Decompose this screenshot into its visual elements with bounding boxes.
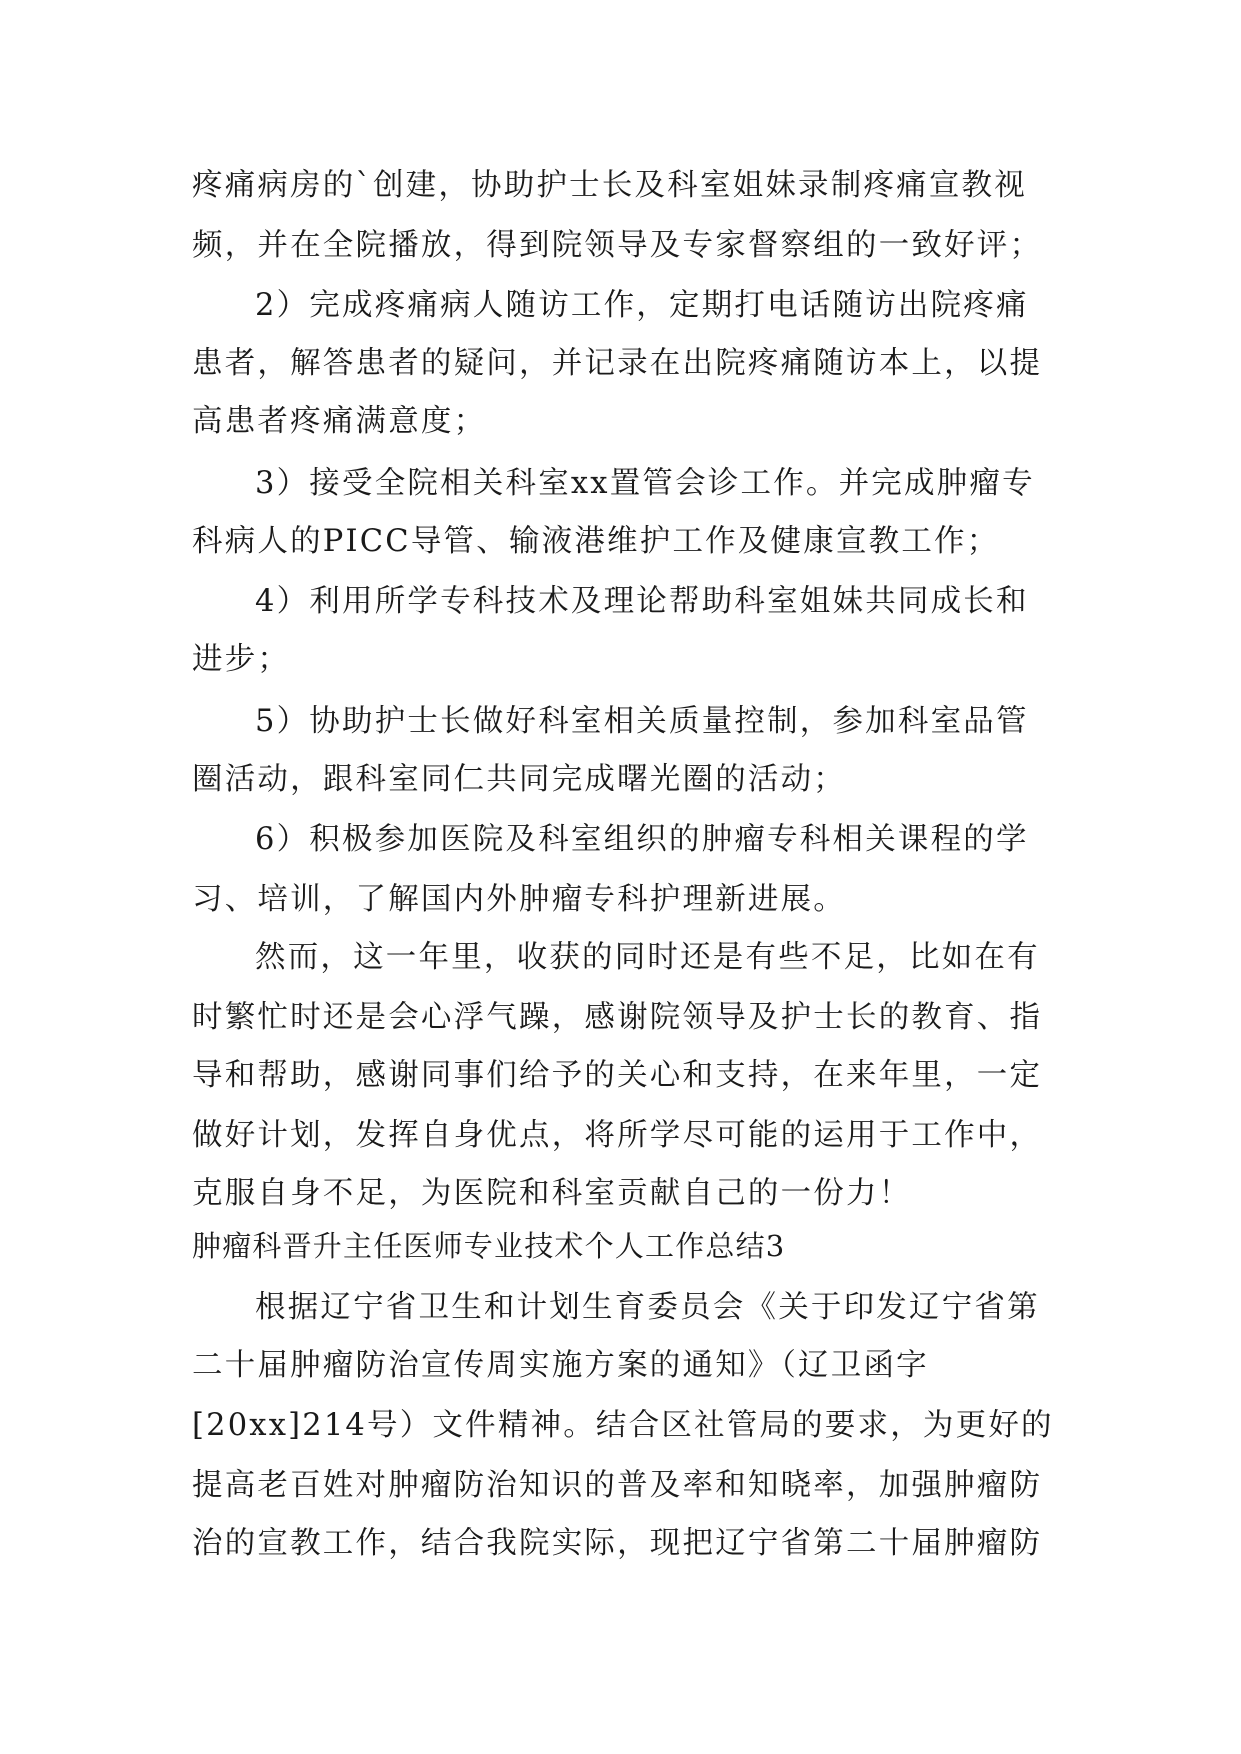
paragraph-line: 频，并在全院播放，得到院领导及专家督察组的一致好评； (192, 228, 1043, 263)
paragraph-line: 4）利用所学专科技术及理论帮助科室姐妹共同成长和 (255, 584, 1029, 619)
paragraph-line: 圈活动，跟科室同仁共同完成曙光圈的活动； (192, 762, 846, 797)
paragraph-line: 高患者疼痛满意度； (192, 404, 487, 439)
paragraph-line: 提高老百姓对肿瘤防治知识的普及率和知晓率，加强肿瘤防 (192, 1468, 1043, 1503)
paragraph-line: 2）完成疼痛病人随访工作，定期打电话随访出院疼痛 (255, 288, 1029, 323)
paragraph-line: 导和帮助，感谢同事们给予的关心和支持，在来年里，一定 (192, 1058, 1043, 1093)
paragraph-line: 进步； (192, 642, 291, 677)
paragraph-line: 然而，这一年里，收获的同时还是有些不足，比如在有 (255, 940, 1040, 975)
paragraph-line: 治的宣教工作，结合我院实际，现把辽宁省第二十届肿瘤防 (192, 1526, 1043, 1561)
paragraph-line: 5）协助护士长做好科室相关质量控制，参加科室品管 (255, 704, 1029, 739)
paragraph-line: 6）积极参加医院及科室组织的肿瘤专科相关课程的学 (255, 822, 1029, 857)
paragraph-line: 科病人的PICC导管、输液港维护工作及健康宣教工作； (192, 524, 1000, 559)
paragraph-line: 患者，解答患者的疑问，并记录在出院疼痛随访本上，以提 (192, 346, 1043, 381)
paragraph-line: 习、培训，了解国内外肿瘤专科护理新进展。 (192, 882, 846, 917)
paragraph-line: 3）接受全院相关科室xx置管会诊工作。并完成肿瘤专 (255, 466, 1035, 501)
paragraph-line: 根据辽宁省卫生和计划生育委员会《关于印发辽宁省第 (255, 1290, 1040, 1325)
paragraph-line: 做好计划，发挥自身优点，将所学尽可能的运用于工作中， (192, 1118, 1043, 1153)
paragraph-line: 疼痛病房的`创建，协助护士长及科室姐妹录制疼痛宣教视 (192, 168, 1027, 203)
paragraph-line: [20xx]214号）文件精神。结合区社管局的要求，为更好的 (192, 1408, 1054, 1443)
paragraph-line: 克服自身不足，为医院和科室贡献自己的一份力！ (192, 1176, 912, 1211)
paragraph-line: 时繁忙时还是会心浮气躁，感谢院领导及护士长的教育、指 (192, 1000, 1043, 1035)
section-title: 肿瘤科晋升主任医师专业技术个人工作总结3 (192, 1229, 786, 1263)
paragraph-line: 二十届肿瘤防治宣传周实施方案的通知》（辽卫函字 (192, 1348, 929, 1383)
